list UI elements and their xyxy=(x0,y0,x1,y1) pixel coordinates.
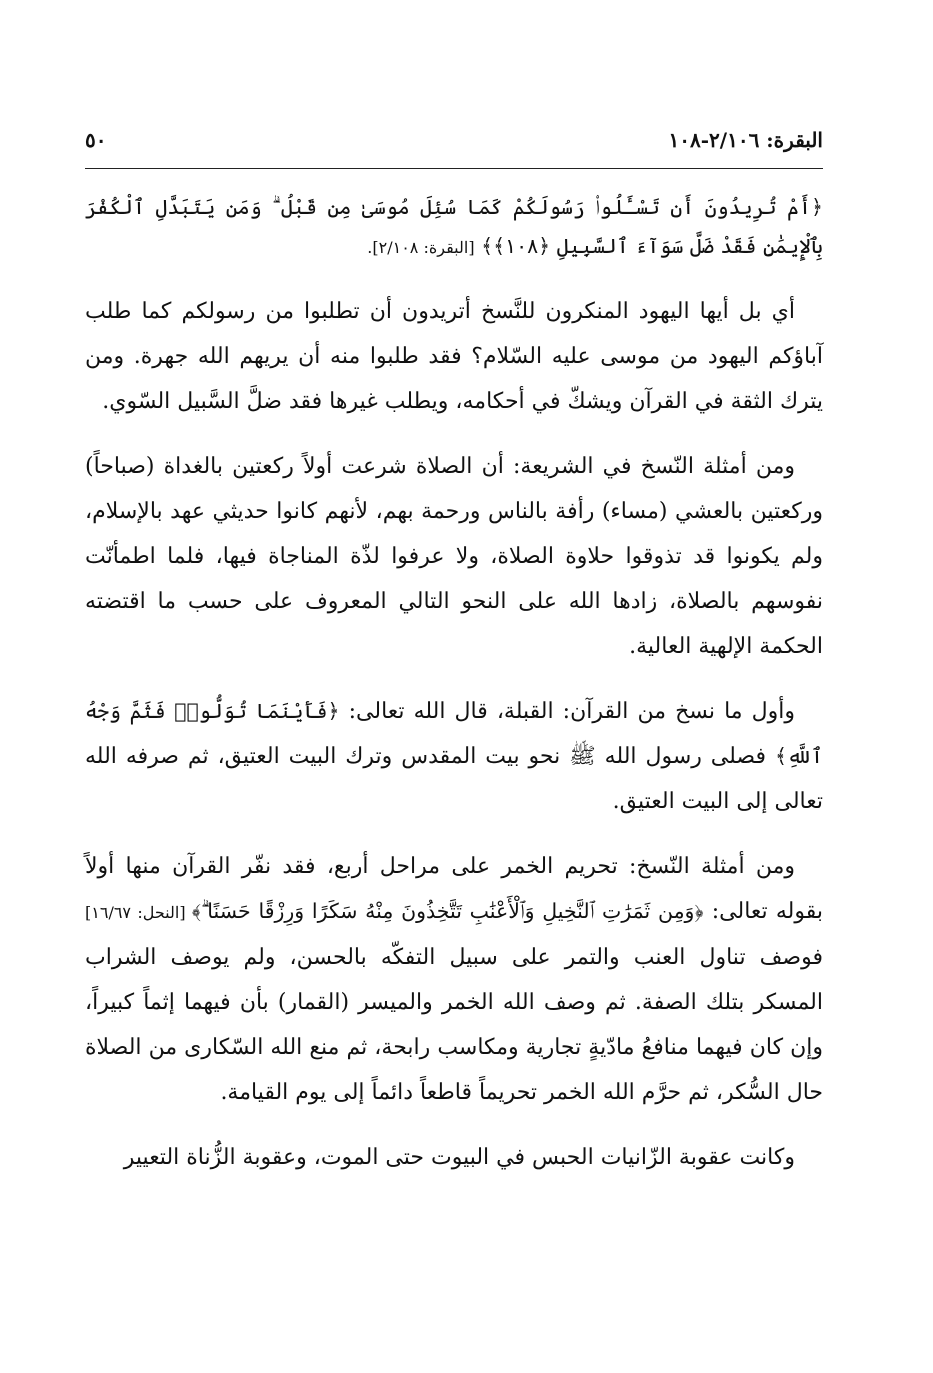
paragraph-3-intro: وأول ما نسخ من القرآن: القبلة، قال الله تعالى: xyxy=(339,699,795,724)
paragraph-4-rest: فوصف تناول العنب والتمر على سبيل التفكّه بالحسن، ولم يوصف الشراب المسكر بتلك الصفة. ثم وصف الله الخمر والميسر (القمار) بأن فيهما إثماً كبيراً، وإن كان فيهما منافعُ مادّيةٍ تجارية ومكاسب رابحة، ثم منع الله السّكارى من الصلاة حال السُّكر، ثم حرَّم الله الخمر تحريماً قاطعاً دائماً إلى يوم القيامة. xyxy=(85,945,823,1105)
page-header xyxy=(85,128,823,168)
paragraph-5: وكانت عقوبة الزّانيات الحبس في البيوت حتى الموت، وعقوبة الزُّناة التعيير xyxy=(123,1145,795,1170)
paragraph-3 xyxy=(85,689,823,824)
paragraph-4-intro: ومن أمثلة النّسخ: تحريم الخمر على مراحل أربع، فقد نفّر القرآن منها أولاً بقوله تعالى: xyxy=(85,854,823,924)
verse-reference: [البقرة: ٢/١٠٨]. xyxy=(367,238,475,257)
paragraph-1: أي بل أيها اليهود المنكرون للنَّسخ أتريدون أن تطلبوا من رسولكم كما طلب آباؤكم اليهود من موسى عليه السّلام؟ فقد طلبوا منه أن يريهم الله جهرة. ومن يترك الثقة في القرآن ويشكّ في أحكامه، ويطلب غيرها فقد ضلَّ السَّبيل السّوي. xyxy=(85,299,823,414)
paragraph-4 xyxy=(85,844,823,1115)
quran-verse xyxy=(85,188,823,267)
header-rule xyxy=(85,168,823,169)
paragraph-4-quran-reference: [النحل: ١٦/٦٧] xyxy=(85,903,192,922)
running-head: البقرة: ٢/١٠٦-١٠٨ xyxy=(668,128,823,152)
paragraph-4-quran-quote: ﴿وَمِن ثَمَرَٰتِ ٱلنَّخِيلِ وَٱلْأَعْنَٰبِ تَتَّخِذُونَ مِنْهُ سَكَرًا وَرِزْقًا حَسَنًا ۗ﴾ xyxy=(191,899,704,923)
paragraph-3-rest: فصلى رسول الله ﷺ نحو بيت المقدس وترك البيت العتيق، ثم صرفه الله تعالى إلى البيت العتيق. xyxy=(85,744,823,814)
paragraph-3-quran-quote: ﴿فَأَيْنَمَا تُوَلُّوا۟ فَثَمَّ وَجْهُ ٱللَّهِ﴾ xyxy=(85,699,823,768)
page-number: ٥٠ xyxy=(85,128,107,152)
verse-text: ﴿أَمْ تُرِيدُونَ أَن تَسْـَٔلُوا۟ رَسُولَكُمْ كَمَا سُئِلَ مُوسَىٰ مِن قَبْلُ ۗ وَمَن يَتَبَدَّلِ ٱلْكُفْرَ بِٱلْإِيمَٰنِ فَقَدْ ضَلَّ سَوَآءَ ٱلسَّبِيلِ ﴿١٠٨﴾﴾ xyxy=(85,195,823,258)
paragraph-2: ومن أمثلة النّسخ في الشريعة: أن الصلاة شرعت أولاً ركعتين بالغداة (صباحاً) وركعتين بالعشي (مساء) رأفة بالناس ورحمة بهم، لأنهم كانوا حديثي عهد بالإسلام، ولم يكونوا قد تذوقوا حلاوة الصلاة، ولا عرفوا لذّة المناجاة فيها، فلما اطمأنّت نفوسهم بالصلاة، زادها الله على النحو التالي المعروف على حسب ما اقتضته الحكمة الإلهية العالية. xyxy=(85,454,823,659)
page-body xyxy=(85,188,823,1200)
